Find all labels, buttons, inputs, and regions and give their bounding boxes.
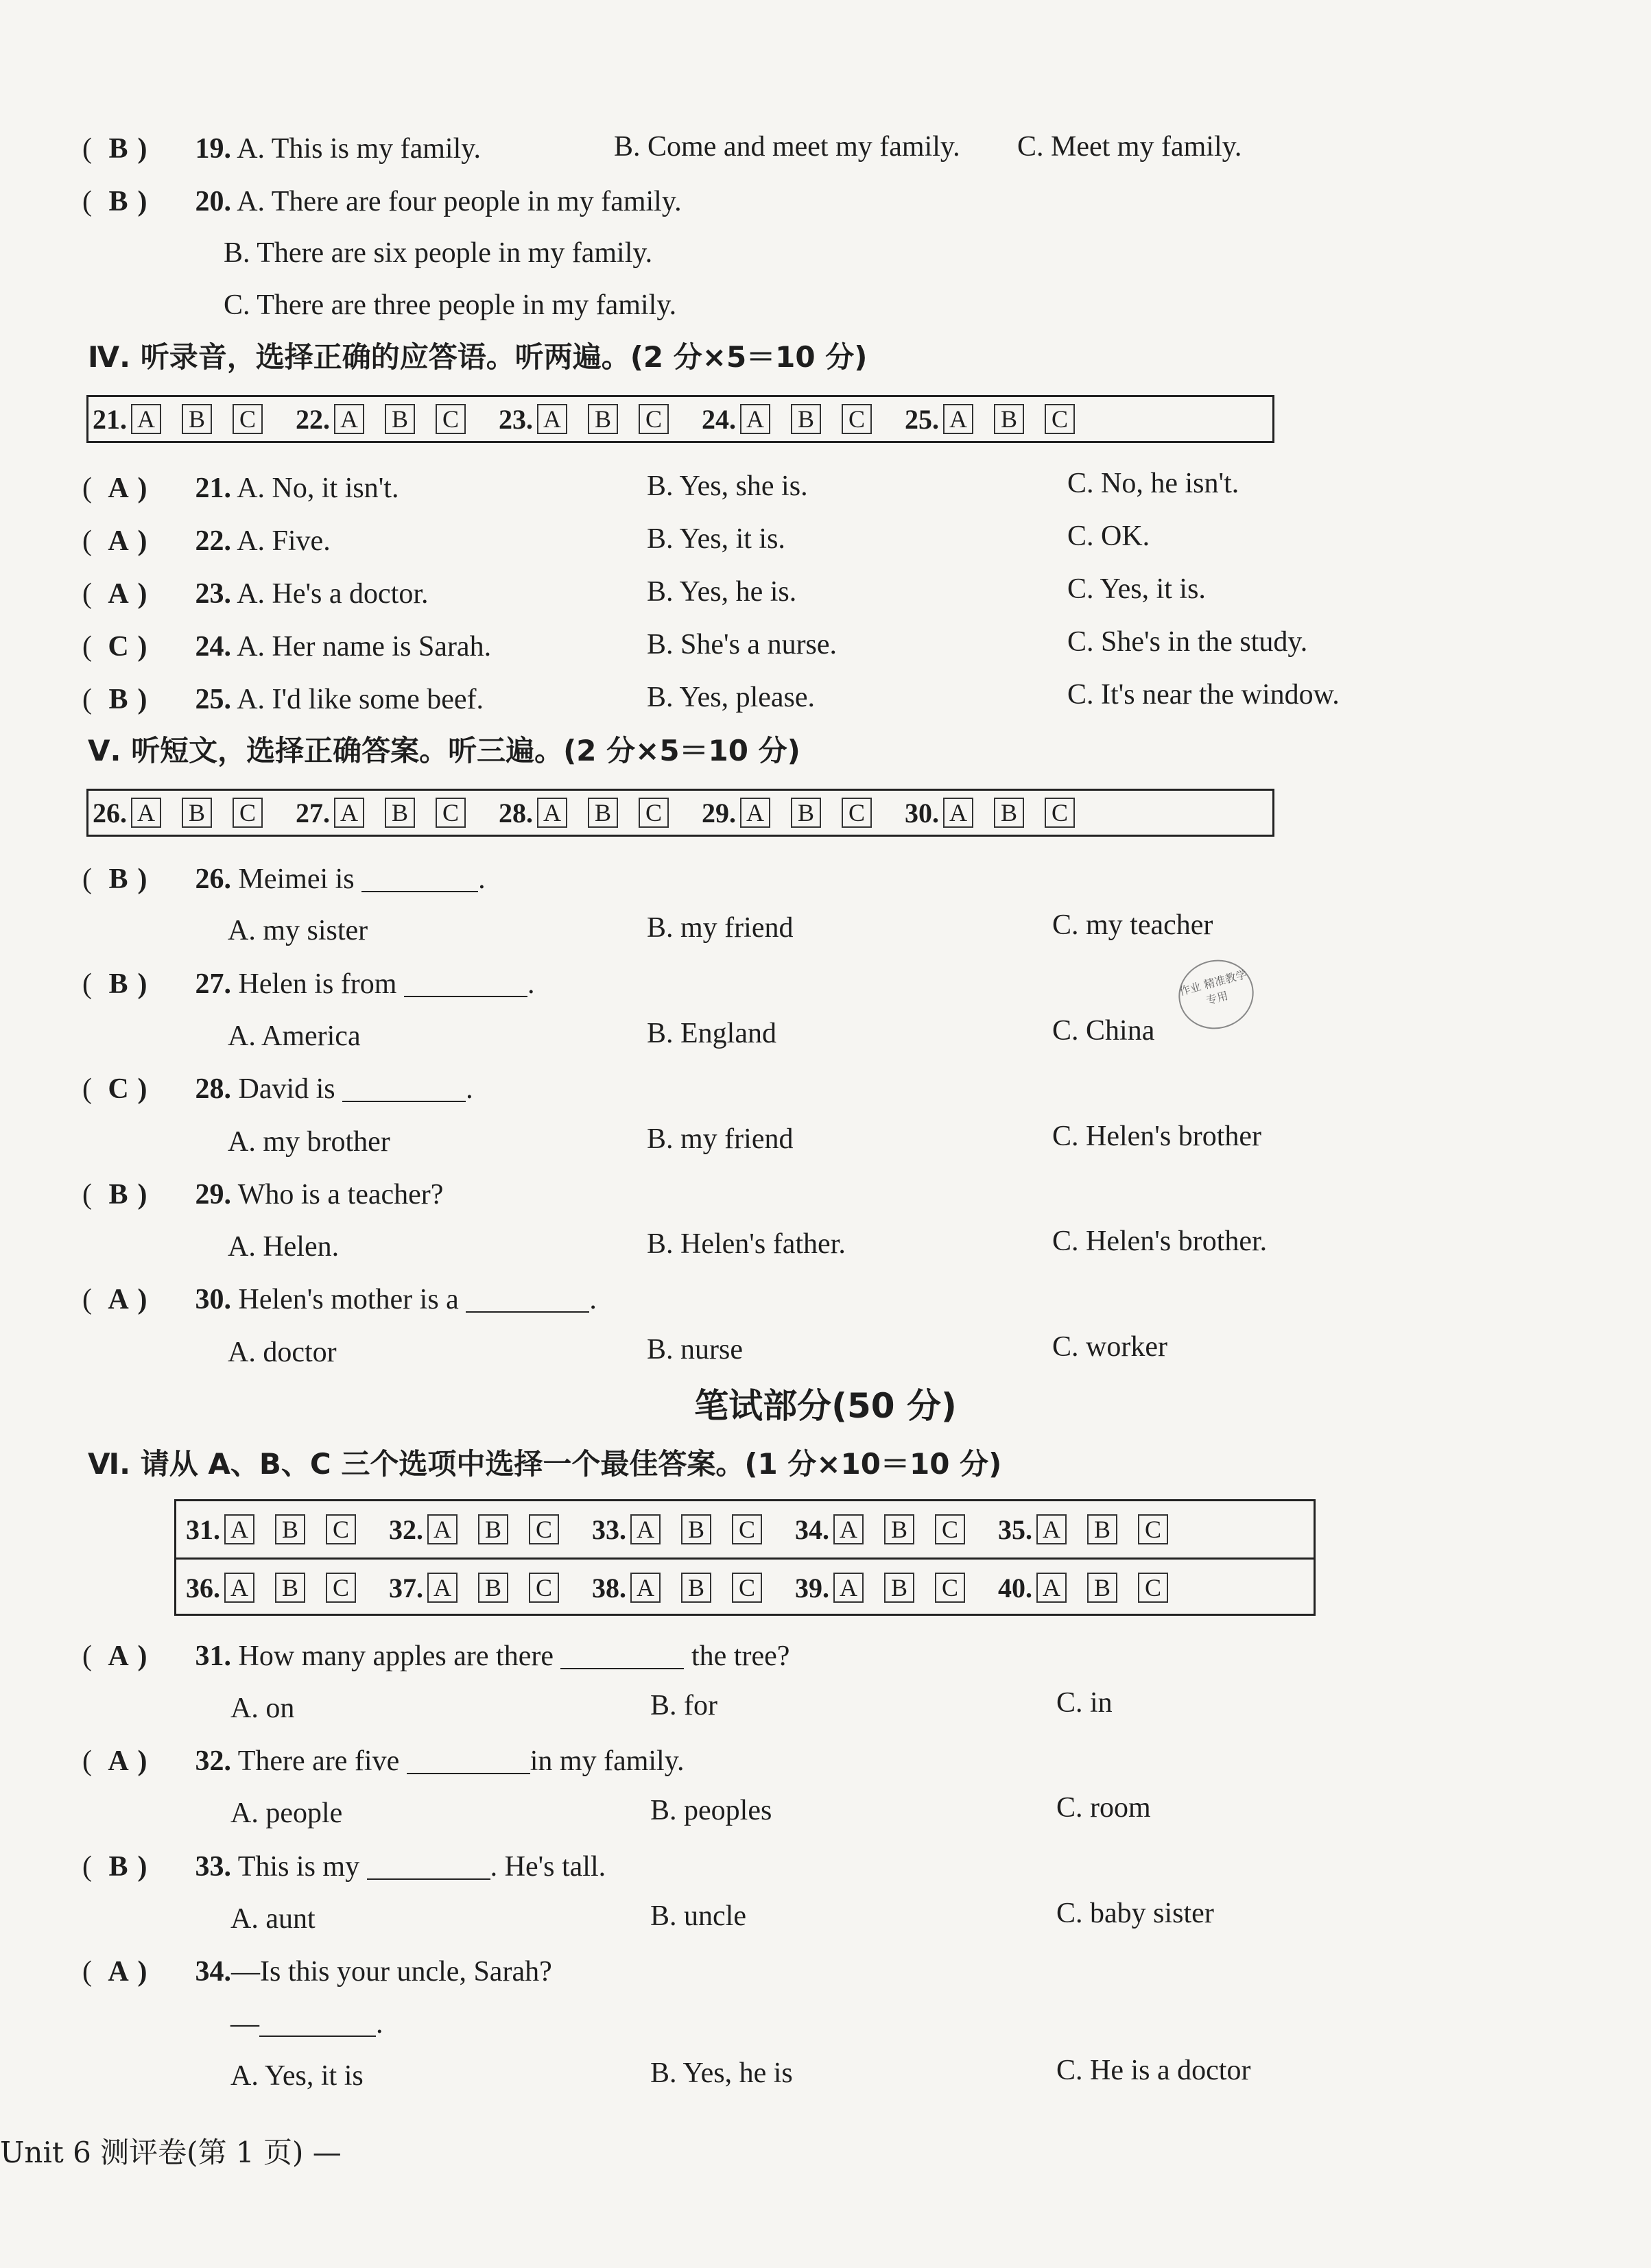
grid-question-number: 27. — [296, 797, 330, 828]
grid-cell — [499, 797, 669, 829]
choice-box-b[interactable]: B — [1087, 1573, 1117, 1603]
question-34-reply: — . — [230, 2008, 383, 2040]
grid-cell — [389, 1514, 559, 1546]
choice-box-c[interactable]: C — [326, 1573, 356, 1603]
grid-question-number: 35. — [998, 1514, 1032, 1545]
choice-box-c[interactable]: C — [529, 1573, 559, 1603]
option-31c: C. in — [1056, 1687, 1113, 1719]
choice-box-b[interactable]: B — [588, 798, 618, 828]
grid-question-number: 36. — [186, 1572, 220, 1603]
choice-box-a[interactable]: A — [833, 1573, 864, 1603]
grid-cell — [389, 1572, 559, 1604]
grid-cell — [998, 1572, 1168, 1604]
section-5-heading: Ⅴ. 听短文，选择正确答案。听三遍。(2 分×5＝10 分) — [88, 734, 800, 767]
choice-box-b[interactable]: B — [791, 404, 821, 434]
written-part-title: 笔试部分(50 分) — [694, 1386, 957, 1426]
grid-question-number: 22. — [296, 403, 330, 435]
option-28b: B. my friend — [647, 1123, 794, 1155]
choice-box-a[interactable]: A — [740, 798, 770, 828]
question-21: ( A ) 21. A. No, it isn't. — [82, 473, 399, 504]
grid-cell — [795, 1572, 965, 1604]
grid-cell — [296, 797, 466, 829]
question-30: ( A ) 30. Helen's mother is a . — [82, 1284, 597, 1315]
option-32b: B. peoples — [650, 1795, 772, 1826]
choice-box-c[interactable]: C — [1138, 1514, 1168, 1544]
option-34a: A. Yes, it is — [230, 2060, 364, 2092]
choice-box-b[interactable]: B — [791, 798, 821, 828]
grid-question-number: 31. — [186, 1514, 220, 1545]
choice-box-a[interactable]: A — [427, 1573, 458, 1603]
grid-question-number: 21. — [93, 403, 127, 435]
choice-box-b[interactable]: B — [275, 1514, 305, 1544]
grid-question-number: 32. — [389, 1514, 423, 1545]
question-19: ( B ) 19. A. This is my family. — [82, 130, 481, 167]
option-19c: C. Meet my family. — [1017, 131, 1242, 163]
grid-question-number: 28. — [499, 797, 533, 828]
choice-box-c[interactable]: C — [1045, 798, 1075, 828]
choice-box-a[interactable]: A — [943, 798, 973, 828]
option-20c: C. There are three people in my family. — [224, 289, 677, 321]
option-31b: B. for — [650, 1690, 717, 1721]
choice-box-c[interactable]: C — [233, 798, 263, 828]
grid-question-number: 37. — [389, 1572, 423, 1603]
option-23b: B. Yes, he is. — [647, 576, 797, 608]
choice-box-a[interactable]: A — [334, 404, 364, 434]
option-25c: C. It's near the window. — [1067, 679, 1340, 711]
option-22c: C. OK. — [1067, 521, 1150, 552]
choice-box-b[interactable]: B — [385, 798, 415, 828]
option-30c: C. worker — [1052, 1331, 1167, 1363]
section-6-heading: Ⅵ. 请从 A、B、C 三个选项中选择一个最佳答案。(1 分×10＝10 分) — [88, 1447, 1002, 1481]
choice-box-b[interactable]: B — [182, 404, 212, 434]
option-27a: A. America — [228, 1020, 361, 1052]
choice-box-b[interactable]: B — [994, 404, 1024, 434]
grid-question-number: 40. — [998, 1572, 1032, 1603]
option-26c: C. my teacher — [1052, 909, 1213, 941]
question-25: ( B ) 25. A. I'd like some beef. — [82, 684, 484, 715]
choice-box-a[interactable]: A — [740, 404, 770, 434]
option-24b: B. She's a nurse. — [647, 629, 838, 660]
choice-box-a[interactable]: A — [334, 798, 364, 828]
grid-cell — [186, 1572, 356, 1604]
grid-cell — [186, 1514, 356, 1546]
choice-box-b[interactable]: B — [478, 1514, 508, 1544]
question-34: ( A ) 34.—Is this your uncle, Sarah? — [82, 1956, 552, 1988]
page-footer: Unit 6 测评卷(第 1 页) — — [0, 2136, 342, 2169]
question-31: ( A ) 31. How many apples are there the tree? — [82, 1640, 790, 1672]
question-27: ( B ) 27. Helen is from . — [82, 968, 535, 1000]
choice-box-c[interactable]: C — [842, 404, 872, 434]
choice-box-a[interactable]: A — [224, 1573, 254, 1603]
option-32c: C. room — [1056, 1792, 1151, 1824]
choice-box-c[interactable]: C — [326, 1514, 356, 1544]
grid-question-number: 30. — [905, 797, 939, 828]
option-19b: B. Come and meet my family. — [614, 131, 960, 163]
question-20: ( B ) 20. A. There are four people in my family. — [82, 186, 682, 217]
option-34b: B. Yes, he is — [650, 2057, 793, 2089]
choice-box-c[interactable]: C — [935, 1573, 965, 1603]
question-33: ( B ) 33. This is my . He's tall. — [82, 1851, 606, 1883]
option-34c: C. He is a doctor — [1056, 2055, 1251, 2086]
choice-box-b[interactable]: B — [478, 1573, 508, 1603]
option-27c: C. China — [1052, 1015, 1155, 1047]
grid-question-number: 29. — [702, 797, 736, 828]
choice-box-c[interactable]: C — [732, 1514, 762, 1544]
answer-19: B ) — [108, 133, 147, 165]
choice-box-b[interactable]: B — [588, 404, 618, 434]
choice-box-a[interactable]: A — [630, 1573, 661, 1603]
option-27b: B. England — [647, 1018, 776, 1049]
choice-box-c[interactable]: C — [436, 798, 466, 828]
grid-cell — [795, 1514, 965, 1546]
grid-cell — [499, 403, 669, 435]
answer-grid-5 — [86, 789, 1274, 837]
grid-cell — [905, 403, 1075, 435]
option-32a: A. people — [230, 1798, 343, 1829]
choice-box-c[interactable]: C — [639, 798, 669, 828]
choice-box-a[interactable]: A — [630, 1514, 661, 1544]
grid-cell — [93, 403, 263, 435]
choice-box-a[interactable]: A — [537, 798, 567, 828]
grid-cell — [702, 797, 872, 829]
question-22: ( A ) 22. A. Five. — [82, 525, 331, 557]
choice-box-a[interactable]: A — [1036, 1514, 1067, 1544]
section-4-heading: Ⅳ. 听录音，选择正确的应答语。听两遍。(2 分×5＝10 分) — [88, 340, 868, 374]
option-23c: C. Yes, it is. — [1067, 573, 1206, 605]
grid-cell — [998, 1514, 1168, 1546]
grid-question-number: 26. — [93, 797, 127, 828]
option-33c: C. baby sister — [1056, 1898, 1214, 1929]
option-29b: B. Helen's father. — [647, 1228, 846, 1260]
option-31a: A. on — [230, 1693, 295, 1724]
grid-cell — [592, 1514, 762, 1546]
choice-box-a[interactable]: A — [131, 798, 161, 828]
option-25b: B. Yes, please. — [647, 682, 816, 713]
choice-box-a[interactable]: A — [131, 404, 161, 434]
choice-box-b[interactable]: B — [385, 404, 415, 434]
answer-grid-4 — [86, 395, 1274, 443]
grid-question-number: 38. — [592, 1572, 626, 1603]
question-28: ( C ) 28. David is . — [82, 1073, 473, 1105]
choice-box-b[interactable]: B — [681, 1514, 711, 1544]
option-20b: B. There are six people in my family. — [224, 237, 653, 269]
choice-box-a[interactable]: A — [537, 404, 567, 434]
grid-question-number: 25. — [905, 403, 939, 435]
option-21b: B. Yes, she is. — [647, 470, 808, 502]
choice-box-c[interactable]: C — [233, 404, 263, 434]
stamp-seal: 作业 精准教学 专用 — [1171, 951, 1261, 1037]
option-30a: A. doctor — [228, 1337, 337, 1368]
choice-box-b[interactable]: B — [182, 798, 212, 828]
option-22b: B. Yes, it is. — [647, 523, 785, 555]
choice-box-c[interactable]: C — [1045, 404, 1075, 434]
option-28a: A. my brother — [228, 1126, 390, 1158]
option-26a: A. my sister — [228, 915, 368, 946]
choice-box-b[interactable]: B — [884, 1573, 914, 1603]
choice-box-c[interactable]: C — [436, 404, 466, 434]
choice-box-b[interactable]: B — [275, 1573, 305, 1603]
grid-question-number: 34. — [795, 1514, 829, 1545]
grid-question-number: 23. — [499, 403, 533, 435]
question-23: ( A ) 23. A. He's a doctor. — [82, 578, 429, 610]
choice-box-c[interactable]: C — [732, 1573, 762, 1603]
choice-box-b[interactable]: B — [994, 798, 1024, 828]
choice-box-a[interactable]: A — [943, 404, 973, 434]
option-30b: B. nurse — [647, 1334, 743, 1365]
option-21c: C. No, he isn't. — [1067, 468, 1239, 499]
grid-question-number: 24. — [702, 403, 736, 435]
choice-box-c[interactable]: C — [639, 404, 669, 434]
choice-box-b[interactable]: B — [884, 1514, 914, 1544]
question-29: ( B ) 29. Who is a teacher? — [82, 1179, 444, 1210]
choice-box-a[interactable]: A — [224, 1514, 254, 1544]
option-33b: B. uncle — [650, 1900, 746, 1932]
option-24c: C. She's in the study. — [1067, 626, 1308, 658]
option-26b: B. my friend — [647, 912, 794, 944]
option-28c: C. Helen's brother — [1052, 1121, 1261, 1152]
choice-box-a[interactable]: A — [833, 1514, 864, 1544]
grid-cell — [702, 403, 872, 435]
option-33a: A. aunt — [230, 1903, 316, 1935]
answer-grid-6 — [174, 1499, 1316, 1616]
choice-box-c[interactable]: C — [529, 1514, 559, 1544]
grid-cell — [592, 1572, 762, 1604]
question-26: ( B ) 26. Meimei is . — [82, 863, 486, 895]
grid-question-number: 33. — [592, 1514, 626, 1545]
question-32: ( A ) 32. There are five in my family. — [82, 1745, 685, 1777]
choice-box-b[interactable]: B — [1087, 1514, 1117, 1544]
option-29c: C. Helen's brother. — [1052, 1226, 1268, 1257]
question-24: ( C ) 24. A. Her name is Sarah. — [82, 631, 492, 663]
choice-box-b[interactable]: B — [681, 1573, 711, 1603]
grid-cell — [93, 797, 263, 829]
choice-box-c[interactable]: C — [1138, 1573, 1168, 1603]
choice-box-a[interactable]: A — [427, 1514, 458, 1544]
grid-cell — [905, 797, 1075, 829]
grid-cell — [296, 403, 466, 435]
grid-question-number: 39. — [795, 1572, 829, 1603]
choice-box-c[interactable]: C — [842, 798, 872, 828]
choice-box-a[interactable]: A — [1036, 1573, 1067, 1603]
option-29a: A. Helen. — [228, 1231, 340, 1263]
choice-box-c[interactable]: C — [935, 1514, 965, 1544]
